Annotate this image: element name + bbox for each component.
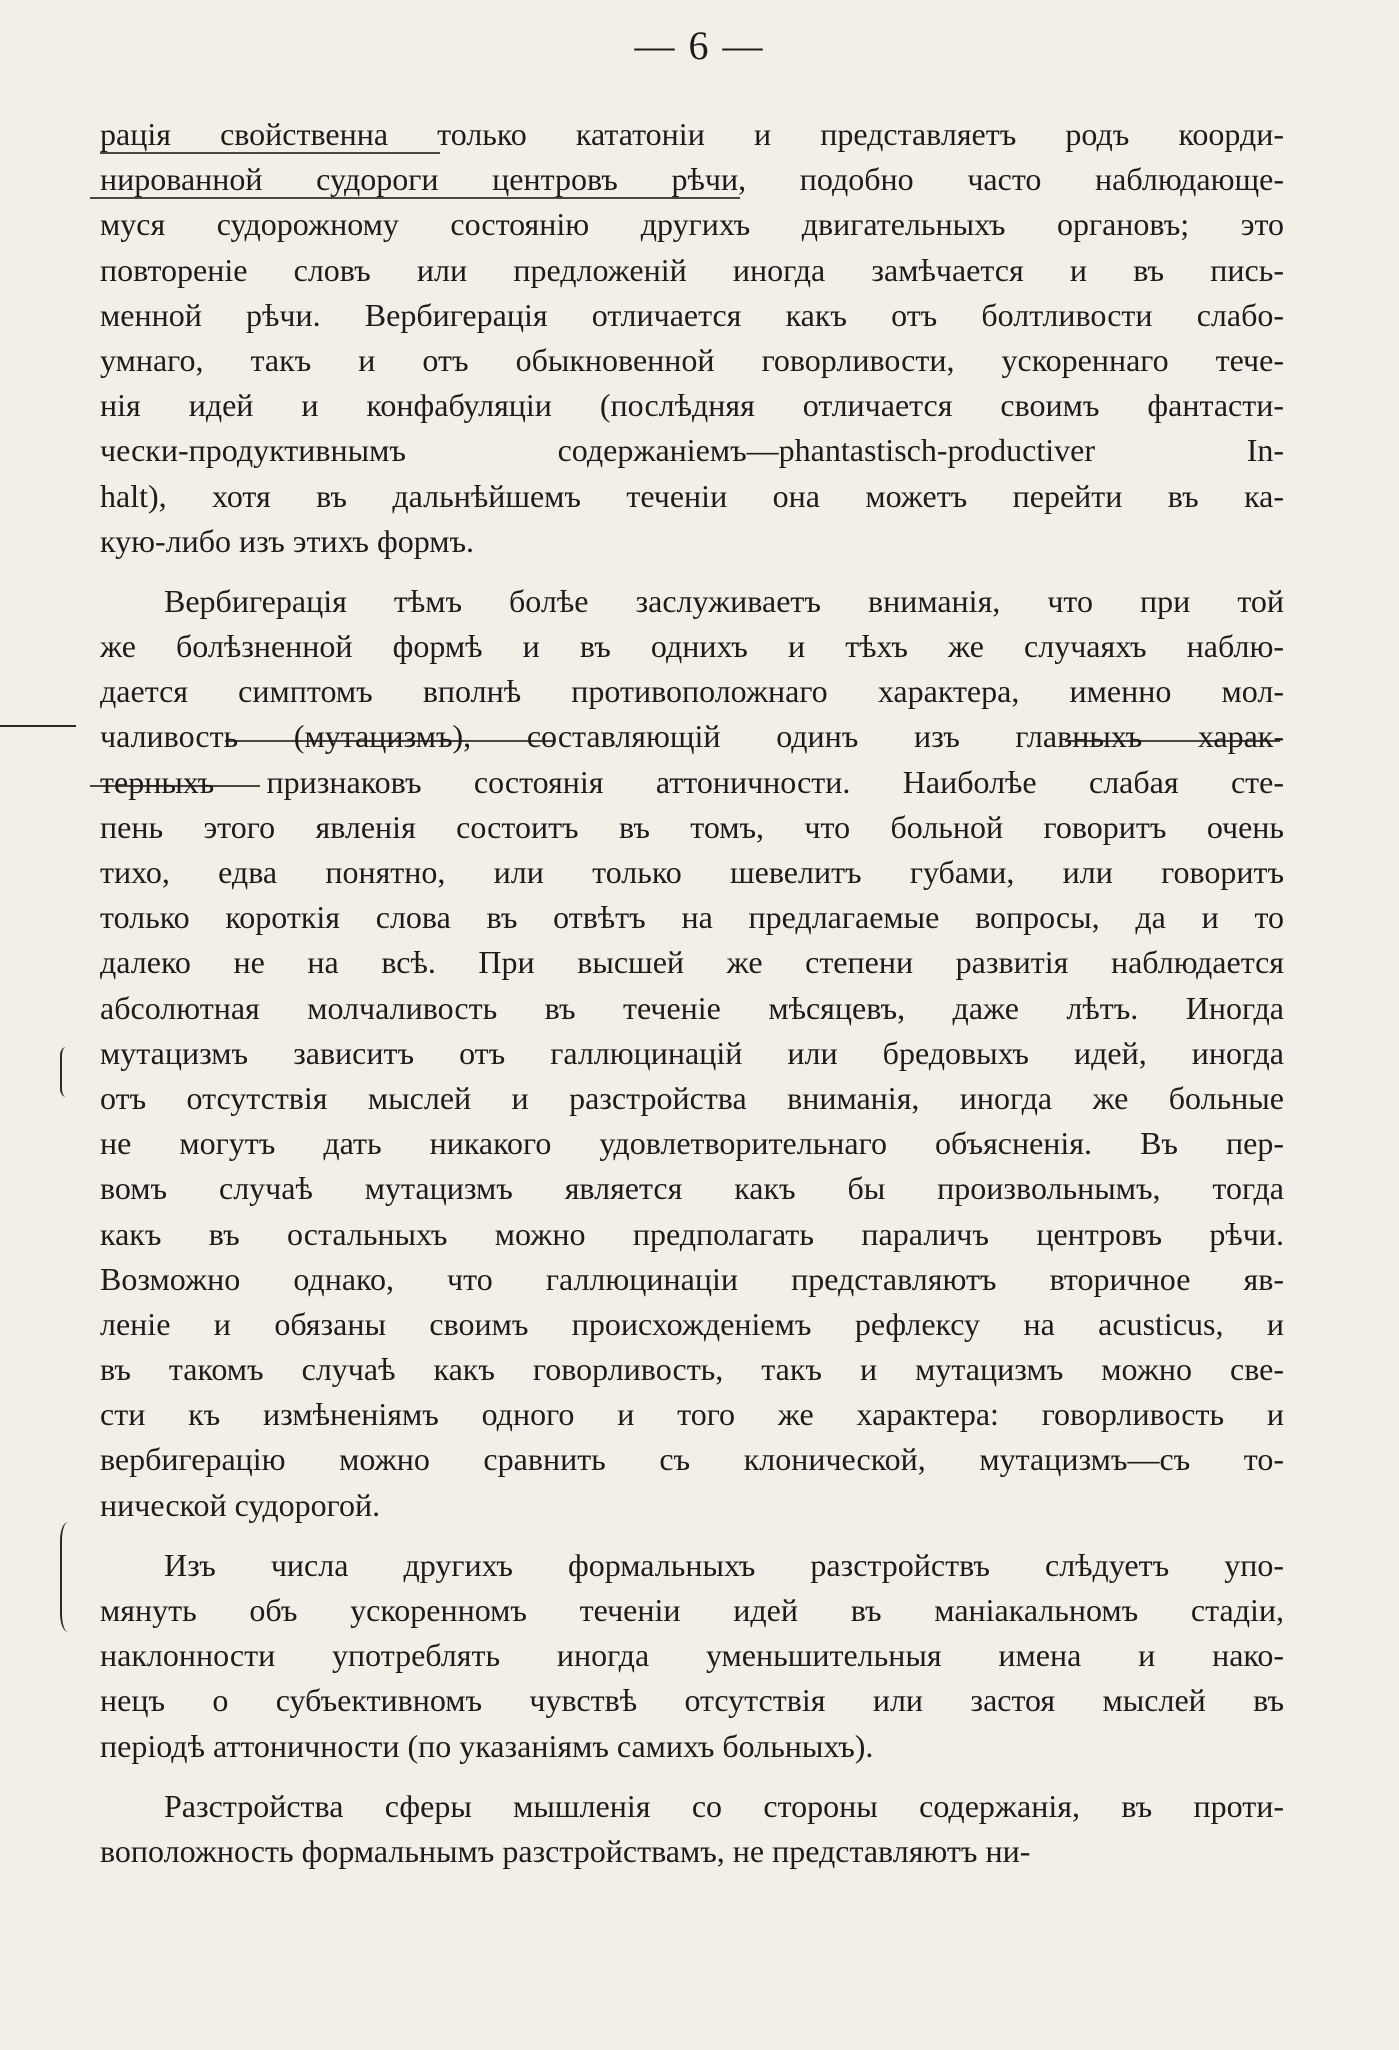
text-line: наклонности употреблять иногда уменьшительныя имена и нако-: [100, 1637, 1284, 1674]
margin-dash-mark: [0, 725, 76, 727]
text-line: тихо, едва понятно, или только шевелитъ губами, или говоритъ: [100, 854, 1284, 890]
text-line: леніе и обязаны своимъ происхожденіемъ рефлексу на acusticus, и: [100, 1305, 1284, 1342]
text-line: терныхъ признаковъ состоянія аттоничности. Наиболѣе слабая сте-: [100, 763, 1284, 800]
text-line: менной рѣчи. Вербигерація отличается какъ отъ болтливости слабо-: [100, 296, 1284, 333]
text-line: чески-продуктивнымъ содержаніемъ—phantastisch-productiver In-: [100, 432, 1284, 469]
text-line: чаливость (мутацизмъ), составляющій одинъ изъ главныхъ харак-: [100, 718, 1284, 755]
text-line: абсолютная молчаливость въ теченіе мѣсяцевъ, даже лѣтъ. Иногда: [100, 989, 1284, 1026]
text-line: далеко не на всѣ. При высшей же степени развитія наблюдается: [100, 944, 1284, 981]
paragraph: [100, 579, 1284, 1528]
text-line: дается симптомъ вполнѣ противоположнаго характера, именно мол-: [100, 673, 1284, 710]
text-line: воположность формальнымъ разстройствамъ, не представляютъ ни-: [100, 1832, 1031, 1869]
paragraph: [100, 1543, 1284, 1769]
text-line: умнаго, такъ и отъ обыкновенной говорливости, ускореннаго тече-: [100, 341, 1284, 378]
paragraph-gap: [100, 1769, 1284, 1784]
text-line: Вербигерація тѣмъ болѣе заслуживаетъ вниманія, что при той: [164, 582, 1284, 619]
paragraph-gap: [100, 1528, 1284, 1543]
text-line: пень этого явленія состоитъ въ томъ, что больной говоритъ очень: [100, 808, 1284, 845]
text-line: періодѣ аттоничности (по указаніямъ самихъ больныхъ).: [100, 1727, 874, 1764]
margin-bracket-mark: [60, 1522, 76, 1632]
text-line: нецъ о субъективномъ чувствѣ отсутствія или застоя мыслей въ: [100, 1682, 1284, 1719]
page-number: — 6 —: [634, 23, 765, 68]
margin-bracket-mark: [60, 1047, 72, 1097]
text-line: нической судорогой.: [100, 1486, 381, 1523]
text-line: отъ отсутствія мыслей и разстройства вниманія, иногда же больные: [100, 1079, 1284, 1116]
paragraph: [100, 1784, 1284, 1874]
text-line: же болѣзненной формѣ и въ однихъ и тѣхъ же случаяхъ наблю-: [100, 628, 1284, 665]
body-text: [100, 112, 1284, 1874]
text-line: только короткія слова въ отвѣтъ на предлагаемые вопросы, да и то: [100, 899, 1284, 936]
text-line: муся судорожному состоянію другихъ двигательныхъ органовъ; это: [100, 206, 1284, 243]
text-line: Возможно однако, что галлюцинаціи представляютъ вторичное яв-: [100, 1260, 1284, 1297]
text-line: вербигерацію можно сравнить съ клонической, мутацизмъ—съ то-: [100, 1441, 1284, 1478]
text-line: рація свойственна только кататоніи и представляетъ родъ коорди-: [100, 116, 1284, 152]
text-line: нированной судороги центровъ рѣчи, подобно часто наблюдающе-: [100, 161, 1284, 198]
text-line: кую-либо изъ этихъ формъ.: [100, 522, 475, 559]
text-line: Разстройства сферы мышленія со стороны содержанія, въ проти-: [164, 1787, 1284, 1824]
text-line: Изъ числа другихъ формальныхъ разстройствъ слѣдуетъ упо-: [164, 1546, 1284, 1583]
text-line: вомъ случаѣ мутацизмъ является какъ бы произвольнымъ, тогда: [100, 1170, 1284, 1207]
text-line: повтореніе словъ или предложеній иногда замѣчается и въ пись-: [100, 251, 1284, 288]
paragraph: [100, 112, 1284, 564]
text-line: не могутъ дать никакого удовлетворительнаго объясненія. Въ пер-: [100, 1125, 1284, 1162]
paragraph-gap: [100, 564, 1284, 579]
text-line: halt), хотя въ дальнѣйшемъ теченіи она можетъ перейти въ ка-: [100, 477, 1284, 514]
text-line: въ такомъ случаѣ какъ говорливость, такъ и мутацизмъ можно све-: [100, 1351, 1284, 1388]
text-line: нія идей и конфабуляціи (послѣдняя отличается своимъ фантасти-: [100, 387, 1284, 424]
text-line: мутацизмъ зависитъ отъ галлюцинацій или бредовыхъ идей, иногда: [100, 1034, 1284, 1071]
text-line: мянуть объ ускоренномъ теченіи идей въ маніакальномъ стадіи,: [100, 1592, 1284, 1628]
text-line: сти къ измѣненіямъ одного и того же характера: говорливость и: [100, 1396, 1284, 1433]
text-line: какъ въ остальныхъ можно предполагать параличъ центровъ рѣчи.: [100, 1215, 1284, 1252]
